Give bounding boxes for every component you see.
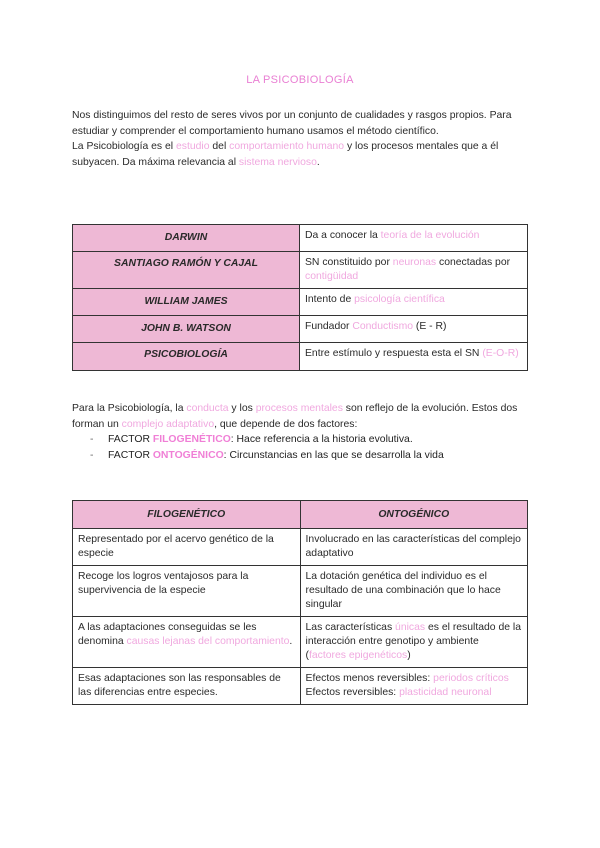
factor-key: ONTOGÉNICO (152, 450, 224, 461)
table-row (73, 668, 528, 705)
column-header: FILOGENÉTICO (73, 501, 301, 529)
author-desc (300, 289, 528, 316)
cell-text: A las adaptaciones conseguidas se les denomina (78, 622, 257, 647)
highlight-term: conducta (186, 403, 229, 414)
para-text: Para la Psicobiología, la (72, 403, 187, 414)
table-cell (300, 668, 527, 705)
desc-text: Intento de (305, 294, 355, 305)
cell-text: Esas adaptaciones son las responsables de las diferencias entre especies. (78, 673, 281, 698)
desc-text: (E - R) (413, 321, 447, 332)
factor-list (72, 432, 444, 464)
highlight-term: Conductismo (352, 321, 414, 332)
author-desc (300, 343, 528, 371)
cell-text: Efectos reversibles: (305, 687, 400, 698)
highlight-term: estudio (175, 141, 210, 153)
cell-text: . (289, 636, 293, 647)
highlight-term: (E-O-R) (482, 348, 519, 359)
table-row (73, 343, 528, 371)
table-cell (73, 529, 301, 566)
table-header-row (73, 501, 528, 529)
item-text: FACTOR (108, 434, 153, 445)
item-text: : Circunstancias en las que se desarrolla la vida (223, 450, 444, 461)
evolution-paragraph (72, 401, 532, 432)
item-text: FACTOR (108, 450, 153, 461)
table-row (73, 566, 528, 617)
highlight-term: procesos mentales (255, 403, 343, 414)
cell-text: Representado por el acervo genético de la especie (78, 534, 274, 559)
intro-text: La Psicobiología es el (72, 141, 176, 153)
highlight-term: comportamiento humano (229, 141, 345, 153)
table-cell (300, 529, 527, 566)
cell-text: La dotación genética del individuo es el resultado de una combinación que lo hace singular (305, 571, 501, 610)
desc-text: SN constituido por (305, 257, 393, 268)
item-text: : Hace referencia a la historia evolutiva. (230, 434, 413, 445)
factor-key: FILOGENÉTICO (152, 434, 231, 445)
highlight-term: complejo adaptativo (121, 418, 215, 430)
factors-table (72, 500, 528, 705)
highlight-term: plasticidad neuronal (399, 687, 492, 698)
table-row (73, 289, 528, 316)
cell-text: Recoge los logros ventajosos para la supervivencia de la especie (78, 571, 249, 596)
list-dash: - (90, 450, 94, 461)
list-dash: - (90, 434, 94, 445)
intro-line-1: Nos distinguimos del resto de seres vivos por un conjunto de cualidades y rasgos propios. Para estudiar y comprender el comportamiento humano usamos el método científico. (72, 110, 512, 137)
table-cell (73, 566, 301, 617)
author-name: DARWIN (73, 225, 300, 252)
intro-text: y los procesos mentales que a él subyacen. Da máxima relevancia al (72, 141, 499, 168)
para-text: , que depende de dos factores: (214, 418, 358, 430)
cell-text: Las características (305, 622, 396, 633)
cell-text: Involucrado en las características del complejo adaptativo (305, 534, 521, 559)
table-row (73, 316, 528, 343)
highlight-term: contigüidad (305, 271, 359, 282)
table-cell (300, 617, 527, 668)
list-item (72, 432, 444, 448)
author-name: WILLIAM JAMES (73, 289, 300, 316)
intro-paragraph (72, 108, 532, 170)
para-text: son reflejo de la evolución. Estos dos forman un (72, 403, 518, 430)
highlight-term: periodos críticos (433, 673, 509, 684)
cell-text: es el resultado de la interacción entre genotipo y ambiente ( (305, 622, 521, 661)
author-desc (300, 316, 528, 343)
table-cell (300, 566, 527, 617)
intro-text: . (316, 156, 320, 168)
cell-text: Efectos menos reversibles: (305, 673, 434, 684)
desc-text: conectadas por (436, 257, 511, 268)
table-row (73, 252, 528, 289)
author-name: PSICOBIOLOGÍA (73, 343, 300, 371)
highlight-term: psicología científica (354, 294, 445, 305)
author-desc (300, 252, 528, 289)
table-cell (73, 668, 301, 705)
desc-text: Fundador (305, 321, 353, 332)
author-name: JOHN B. WATSON (73, 316, 300, 343)
table-cell (73, 617, 301, 668)
column-header: ONTOGÉNICO (300, 501, 527, 529)
highlight-term: factores epigenéticos (309, 650, 408, 661)
highlight-term: únicas (395, 622, 426, 633)
list-item (72, 448, 444, 464)
author-name: SANTIAGO RAMÓN Y CAJAL (73, 252, 300, 289)
table-row (73, 617, 528, 668)
highlight-term: causas lejanas del comportamiento (126, 636, 290, 647)
authors-table (72, 224, 528, 371)
table-row (73, 529, 528, 566)
highlight-term: sistema nervioso (238, 156, 317, 168)
desc-text: Da a conocer la (305, 230, 381, 241)
highlight-term: teoría de la evolución (380, 230, 480, 241)
intro-text: del (209, 141, 230, 153)
cell-text: ) (407, 650, 411, 661)
author-desc (300, 225, 528, 252)
para-text: y los (228, 403, 256, 414)
page-title: LA PSICOBIOLOGÍA (246, 74, 354, 86)
desc-text: Entre estímulo y respuesta esta el SN (305, 348, 483, 359)
highlight-term: neuronas (392, 257, 437, 268)
table-row (73, 225, 528, 252)
